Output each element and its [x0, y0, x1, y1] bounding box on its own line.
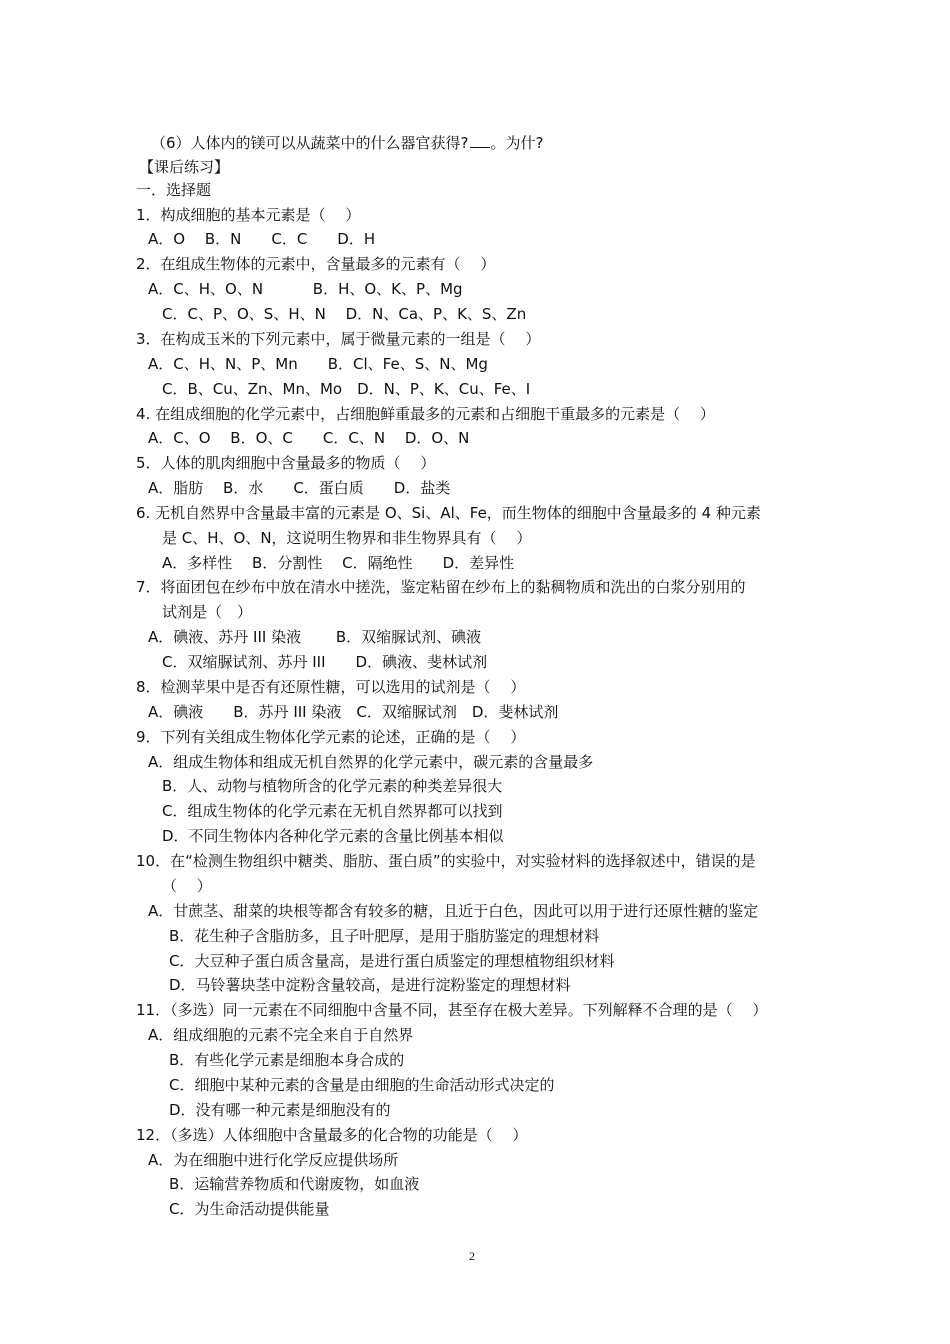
question-4-options: A．C、O B．O、C C．C、N D．O、N: [148, 429, 470, 447]
question-6-options: A．多样性 B．分割性 C．隔绝性 D．差异性: [162, 554, 515, 572]
question-2-options-cd: C．C、P、O、S、H、N D．N、Ca、P、K、S、Zn: [162, 305, 527, 323]
question-9-option-b: B．人、动物与植物所含的化学元素的种类差异很大: [162, 777, 503, 795]
section-title: 【课后练习】: [139, 158, 230, 176]
q6-text-before: （6）人体内的镁可以从蔬菜中的什么器官获得?: [151, 134, 469, 152]
question-11-option-a: A．组成细胞的元素不完全来自于自然界: [148, 1026, 414, 1044]
question-10-option-c: C．大豆种子蛋白质含量高，是进行蛋白质鉴定的理想植物组织材料: [169, 952, 615, 970]
question-10-stem: 10．在“检测生物组织中糖类、脂肪、蛋白质”的实验中，对实验材料的选择叙述中，错误的是: [136, 852, 756, 870]
question-3-options-ab: A．C、H、N、P、Mn B．Cl、Fe、S、N、Mg: [148, 355, 488, 373]
question-10-stem-cont: （ ）: [162, 877, 212, 895]
question-11-option-b: B．有些化学元素是细胞本身合成的: [169, 1051, 405, 1069]
question-1-options: A．O B．N C．C D．H: [148, 230, 376, 248]
question-1-stem: 1．构成细胞的基本元素是（ ）: [136, 206, 361, 224]
answer-blank: [470, 133, 490, 148]
question-7-options-ab: A．碘液、苏丹 III 染液 B．双缩脲试剂、碘液: [148, 628, 482, 646]
page-number: 2: [469, 1249, 475, 1263]
question-12-stem: 12．（多选）人体细胞中含量最多的化合物的功能是（ ）: [136, 1126, 528, 1144]
question-10-option-d: D．马铃薯块茎中淀粉含量较高，是进行淀粉鉴定的理想材料: [169, 976, 571, 994]
question-7-stem: 7．将面团包在纱布中放在清水中搓洗，鉴定粘留在纱布上的黏稠物质和洗出的白浆分别用的: [136, 578, 746, 596]
question-12-option-c: C．为生命活动提供能量: [169, 1200, 330, 1218]
question-5-options: A．脂肪 B．水 C．蛋白质 D．盐类: [148, 479, 451, 497]
question-2-options-ab: A．C、H、O、N B．H、O、K、P、Mg: [148, 280, 463, 298]
question-8-stem: 8．检测苹果中是否有还原性糖，可以选用的试剂是（ ）: [136, 678, 526, 696]
question-6-stem: 6. 无机自然界中含量最丰富的元素是 O、Si、Al、Fe，而生物体的细胞中含量最多的 4 种元素: [136, 504, 761, 522]
question-10-option-b: B．花生种子含脂肪多，且子叶肥厚，是用于脂肪鉴定的理想材料: [169, 927, 600, 945]
question-11-option-c: C．细胞中某种元素的含量是由细胞的生命活动形式决定的: [169, 1076, 555, 1094]
question-9-option-c: C．组成生物体的化学元素在无机自然界都可以找到: [162, 802, 503, 820]
question-12-option-b: B．运输营养物质和代谢废物，如血液: [169, 1175, 420, 1193]
question-2-stem: 2．在组成生物体的元素中，含量最多的元素有（ ）: [136, 255, 496, 273]
question-11-stem: 11．（多选）同一元素在不同细胞中含量不同，甚至存在极大差异。下列解释不合理的是（ ）: [136, 1001, 768, 1019]
q6-text-after: 。为什?: [490, 134, 544, 152]
question-12-option-a: A．为在细胞中进行化学反应提供场所: [148, 1151, 399, 1169]
question-4-stem: 4. 在组成细胞的化学元素中，占细胞鲜重最多的元素和占细胞干重最多的元素是（ ）: [136, 405, 715, 423]
question-11-option-d: D．没有哪一种元素是细胞没有的: [169, 1101, 391, 1119]
question-8-options: A．碘液 B．苏丹 III 染液 C．双缩脲试剂 D．斐林试剂: [148, 703, 559, 721]
question-3-options-cd: C．B、Cu、Zn、Mn、Mo D．N、P、K、Cu、Fe、I: [162, 380, 531, 398]
subsection-title: 一．选择题: [136, 181, 212, 199]
question-7-stem-cont: 试剂是（ ）: [162, 603, 253, 621]
question-9-stem: 9．下列有关组成生物体化学元素的论述，正确的是（ ）: [136, 728, 526, 746]
question-10-option-a: A．甘蔗茎、甜菜的块根等都含有较多的糖，且近于白色，因此可以用于进行还原性糖的鉴定: [148, 902, 759, 920]
question-7-options-cd: C．双缩脲试剂、苏丹 III D．碘液、斐林试剂: [162, 653, 488, 671]
question-5-stem: 5．人体的肌肉细胞中含量最多的物质（ ）: [136, 454, 436, 472]
question-6-stem-cont: 是 C、H、O、N，这说明生物界和非生物界具有（ ）: [162, 529, 532, 547]
question-9-option-a: A．组成生物体和组成无机自然界的化学元素中，碳元素的含量最多: [148, 753, 594, 771]
question-6-line: [151, 133, 543, 153]
question-3-stem: 3．在构成玉米的下列元素中，属于微量元素的一组是（ ）: [136, 330, 541, 348]
question-9-option-d: D．不同生物体内各种化学元素的含量比例基本相似: [162, 827, 504, 845]
